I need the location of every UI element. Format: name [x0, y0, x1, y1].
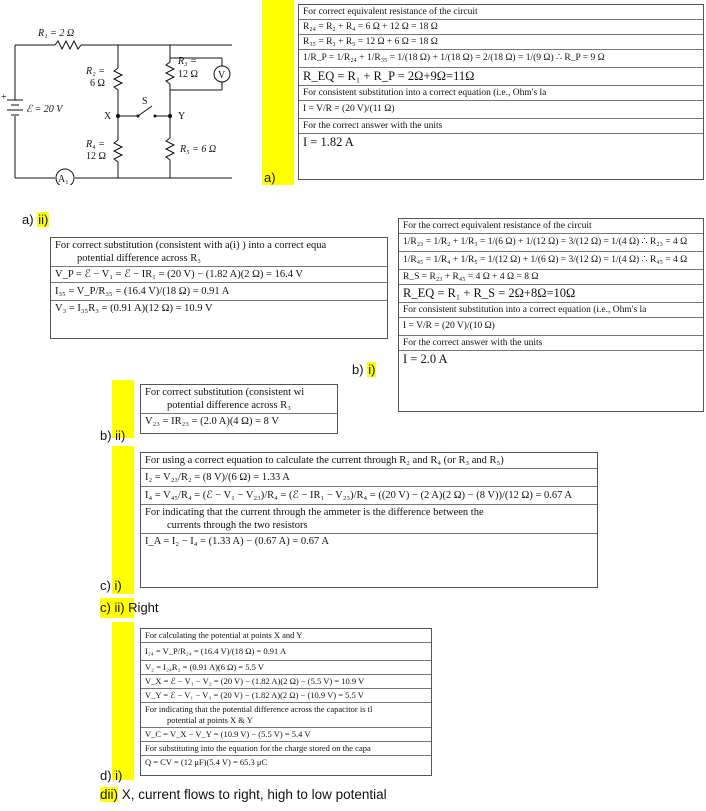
row-c-3: I₄ = V₄₅/R₄ = (ℰ − V₁ − V₂₃)/R₄ = (ℰ − IR₁ − V₂₃)/R₄ = ((20 V) − (2 A)(2 Ω) − (8 V))/(12 Ω) = 0.67 A: [141, 487, 597, 505]
row-b1-4: R_S = R₂₃ + R₄₅ = 4 Ω + 4 Ω = 8 Ω: [399, 270, 703, 285]
row-a2-5: V₃ = I₃₅R₃ = (0.91 A)(12 Ω) = 10.9 V: [55, 303, 213, 314]
row-b1-5: R_EQ = R₁ + R_S = 2Ω+8Ω=10Ω: [399, 285, 703, 303]
row-d-8: V_C = V_X − V_Y = (10.9 V) − (5.5 V) = 5.4 V: [141, 728, 431, 742]
label-b-ii-text: b) ii): [100, 428, 126, 443]
row-a-7: I = V/R = (20 V)/(11 Ω): [299, 101, 703, 119]
label-a-ii: [22, 212, 49, 228]
row-b1-7: I = V/R = (20 V)/(10 Ω): [399, 318, 703, 336]
row-c-4: [141, 505, 597, 534]
label-a-ii-prefix: a): [22, 212, 34, 227]
row-b1-1: For the correct equivalent resistance of the circuit: [399, 219, 703, 234]
row-b2-3: V₂₃ = IR₂₃ = (2.0 A)(4 Ω) = 8 V: [145, 416, 279, 427]
label-c-i-text: c) i): [100, 578, 122, 593]
row-c-5-text: currents through the two resistors: [167, 520, 308, 531]
answer-box-b-i: [398, 218, 704, 412]
label-b-i-number: i): [368, 362, 376, 377]
label-a: [264, 170, 276, 186]
highlight-bar-a: [262, 0, 294, 185]
row-a2-1: [51, 238, 387, 267]
row-b1-8: For the correct answer with the units: [399, 336, 703, 351]
label-d-ii: dii): [100, 787, 119, 802]
label-b-i-prefix: b): [352, 362, 364, 377]
answer-box-b-ii: [140, 384, 338, 434]
row-a-3: R₃₅ = R₃ + R₅ = 12 Ω + 6 Ω = 18 Ω: [299, 35, 703, 50]
row-b1-6: For consistent substitution into a correct equation (i.e., Ohm's la: [399, 303, 703, 318]
answer-box-a-i: [298, 4, 704, 180]
row-a-4: 1/R_P = 1/R₂₄ + 1/R₃₅ = 1/(18 Ω) + 1/(18 Ω) = 2/(18 Ω) = 1/(9 Ω) ∴ R_P = 9 Ω: [299, 50, 703, 68]
r2-name: R₂ =: [86, 66, 105, 77]
d-ii-line: [100, 787, 387, 802]
answer-box-d-i: [140, 628, 432, 776]
row-d-3: V₂ = I₂₄R₂ = (0.91 A)(6 Ω) = 5.5 V: [141, 661, 431, 675]
r4-value: 12 Ω: [86, 151, 106, 162]
answer-box-c-i: [140, 452, 598, 588]
row-a2-4: I₃₅ = V_P/R₃₅ = (16.4 V)/(18 Ω) = 0.91 A: [51, 283, 387, 301]
row-d-6: [141, 703, 431, 728]
node-x-label: X: [104, 111, 112, 122]
label-a-text: a): [264, 170, 276, 185]
row-a-8: For the correct answer with the units: [299, 119, 703, 134]
row-c-4-text: For indicating that the current through the ammeter is the difference between the: [145, 507, 484, 518]
emf-label: ℰ = 20 V: [26, 104, 63, 115]
row-a2-3: V_P = ℰ − V₁ = ℰ − IR₁ = (20 V) − (1.82 A)(2 Ω) = 16.4 V: [51, 267, 387, 283]
label-c-ii-text: c) ii): [100, 600, 125, 615]
r4-name: R₄ =: [86, 139, 105, 150]
label-d-i: [100, 768, 122, 784]
row-a2-1-text: For correct substitution (consistent with a(i) ) into a correct equa: [55, 240, 327, 251]
label-b-i: [352, 362, 376, 378]
switch-label: S: [142, 96, 148, 107]
row-b2-1: [141, 385, 337, 414]
battery-plus-sign: +: [1, 92, 7, 103]
row-d-10: Q = CV = (12 μF)(5.4 V) = 65.3 μC: [145, 757, 268, 767]
d-ii-answer: X, current flows to right, high to low potential: [121, 787, 387, 802]
highlight-bar-c: [112, 446, 134, 594]
row-c-1: For using a correct equation to calculate the current through R₂ and R₄ (or R₃ and R₅): [141, 453, 597, 469]
label-c-i: [100, 578, 122, 594]
answer-box-a-ii: [50, 237, 388, 339]
r1-label: R₁ = 2 Ω: [38, 28, 75, 39]
row-d-2: I₂₄ = V_P/R₂₄ = (16.4 V)/(18 Ω) = 0.91 A: [141, 643, 431, 661]
r2-value: 6 Ω: [90, 78, 105, 89]
row-d-6-text: For indicating that the potential difference across the capacitor is tl: [145, 704, 373, 714]
row-d-1: For calculating the potential at points X and Y: [141, 629, 431, 643]
row-d-7-text: potential at points X & Y: [167, 715, 253, 725]
circuit-diagram: [0, 0, 262, 185]
row-a-9: I = 1.82 A: [303, 135, 354, 149]
r3-name: R₃ =: [178, 56, 197, 67]
ammeter-label: A₁: [58, 174, 69, 185]
highlight-bar-d: [112, 622, 134, 780]
label-b-ii: [100, 428, 125, 444]
row-c-6: I_A = I₂ − I₄ = (1.33 A) − (0.67 A) = 0.67 A: [145, 536, 329, 547]
r5-label: R₅ = 6 Ω: [180, 144, 217, 155]
r3-value: 12 Ω: [178, 69, 198, 80]
row-d-5: V_Y = ℰ − V₁ − V₃ = (20 V) − (1.82 A)(2 Ω) − (10.9 V) = 5.5 V: [141, 689, 431, 703]
node-y-label: Y: [178, 111, 186, 122]
row-a-2: R₂₄ = R₂ + R₄ = 6 Ω + 12 Ω = 18 Ω: [299, 20, 703, 35]
row-d-4: V_X = ℰ − V₁ − V₂ = (20 V) − (1.82 A)(2 Ω) − (5.5 V) = 10.9 V: [141, 675, 431, 689]
label-a-ii-number: ii): [38, 212, 49, 227]
row-c-2: I₂ = V₂₃/R₂ = (8 V)/(6 Ω) = 1.33 A: [141, 469, 597, 487]
row-d-9: For substituting into the equation for the charge stored on the capa: [141, 742, 431, 756]
label-c-ii: [100, 600, 159, 616]
row-b1-3: 1/R₄₅ = 1/R₄ + 1/R₅ = 1/(12 Ω) + 1/(6 Ω) = 3/(12 Ω) = 1/(4 Ω) ∴ R₄₅ = 4 Ω: [399, 252, 703, 270]
row-a-1: For correct equivalent resistance of the circuit: [299, 5, 703, 20]
row-a-6: For consistent substitution into a correct equation (i.e., Ohm's la: [299, 86, 703, 101]
row-b1-9: I = 2.0 A: [403, 352, 448, 366]
label-d-i-text: d) i): [100, 768, 123, 783]
row-a-5: R_EQ = R₁ + R_P = 2Ω+9Ω=11Ω: [299, 68, 703, 86]
c-ii-answer: Right: [128, 600, 159, 615]
row-a2-2-text: potential difference across R₃: [77, 253, 201, 264]
voltmeter-label: V: [218, 70, 226, 81]
row-b1-2: 1/R₂₃ = 1/R₂ + 1/R₃ = 1/(6 Ω) + 1/(12 Ω) = 3/(12 Ω) = 1/(4 Ω) ∴ R₂₃ = 4 Ω: [399, 234, 703, 252]
row-b2-2-text: potential difference across R₃: [167, 400, 291, 411]
row-b2-1-text: For correct substitution (consistent wi: [145, 387, 305, 398]
